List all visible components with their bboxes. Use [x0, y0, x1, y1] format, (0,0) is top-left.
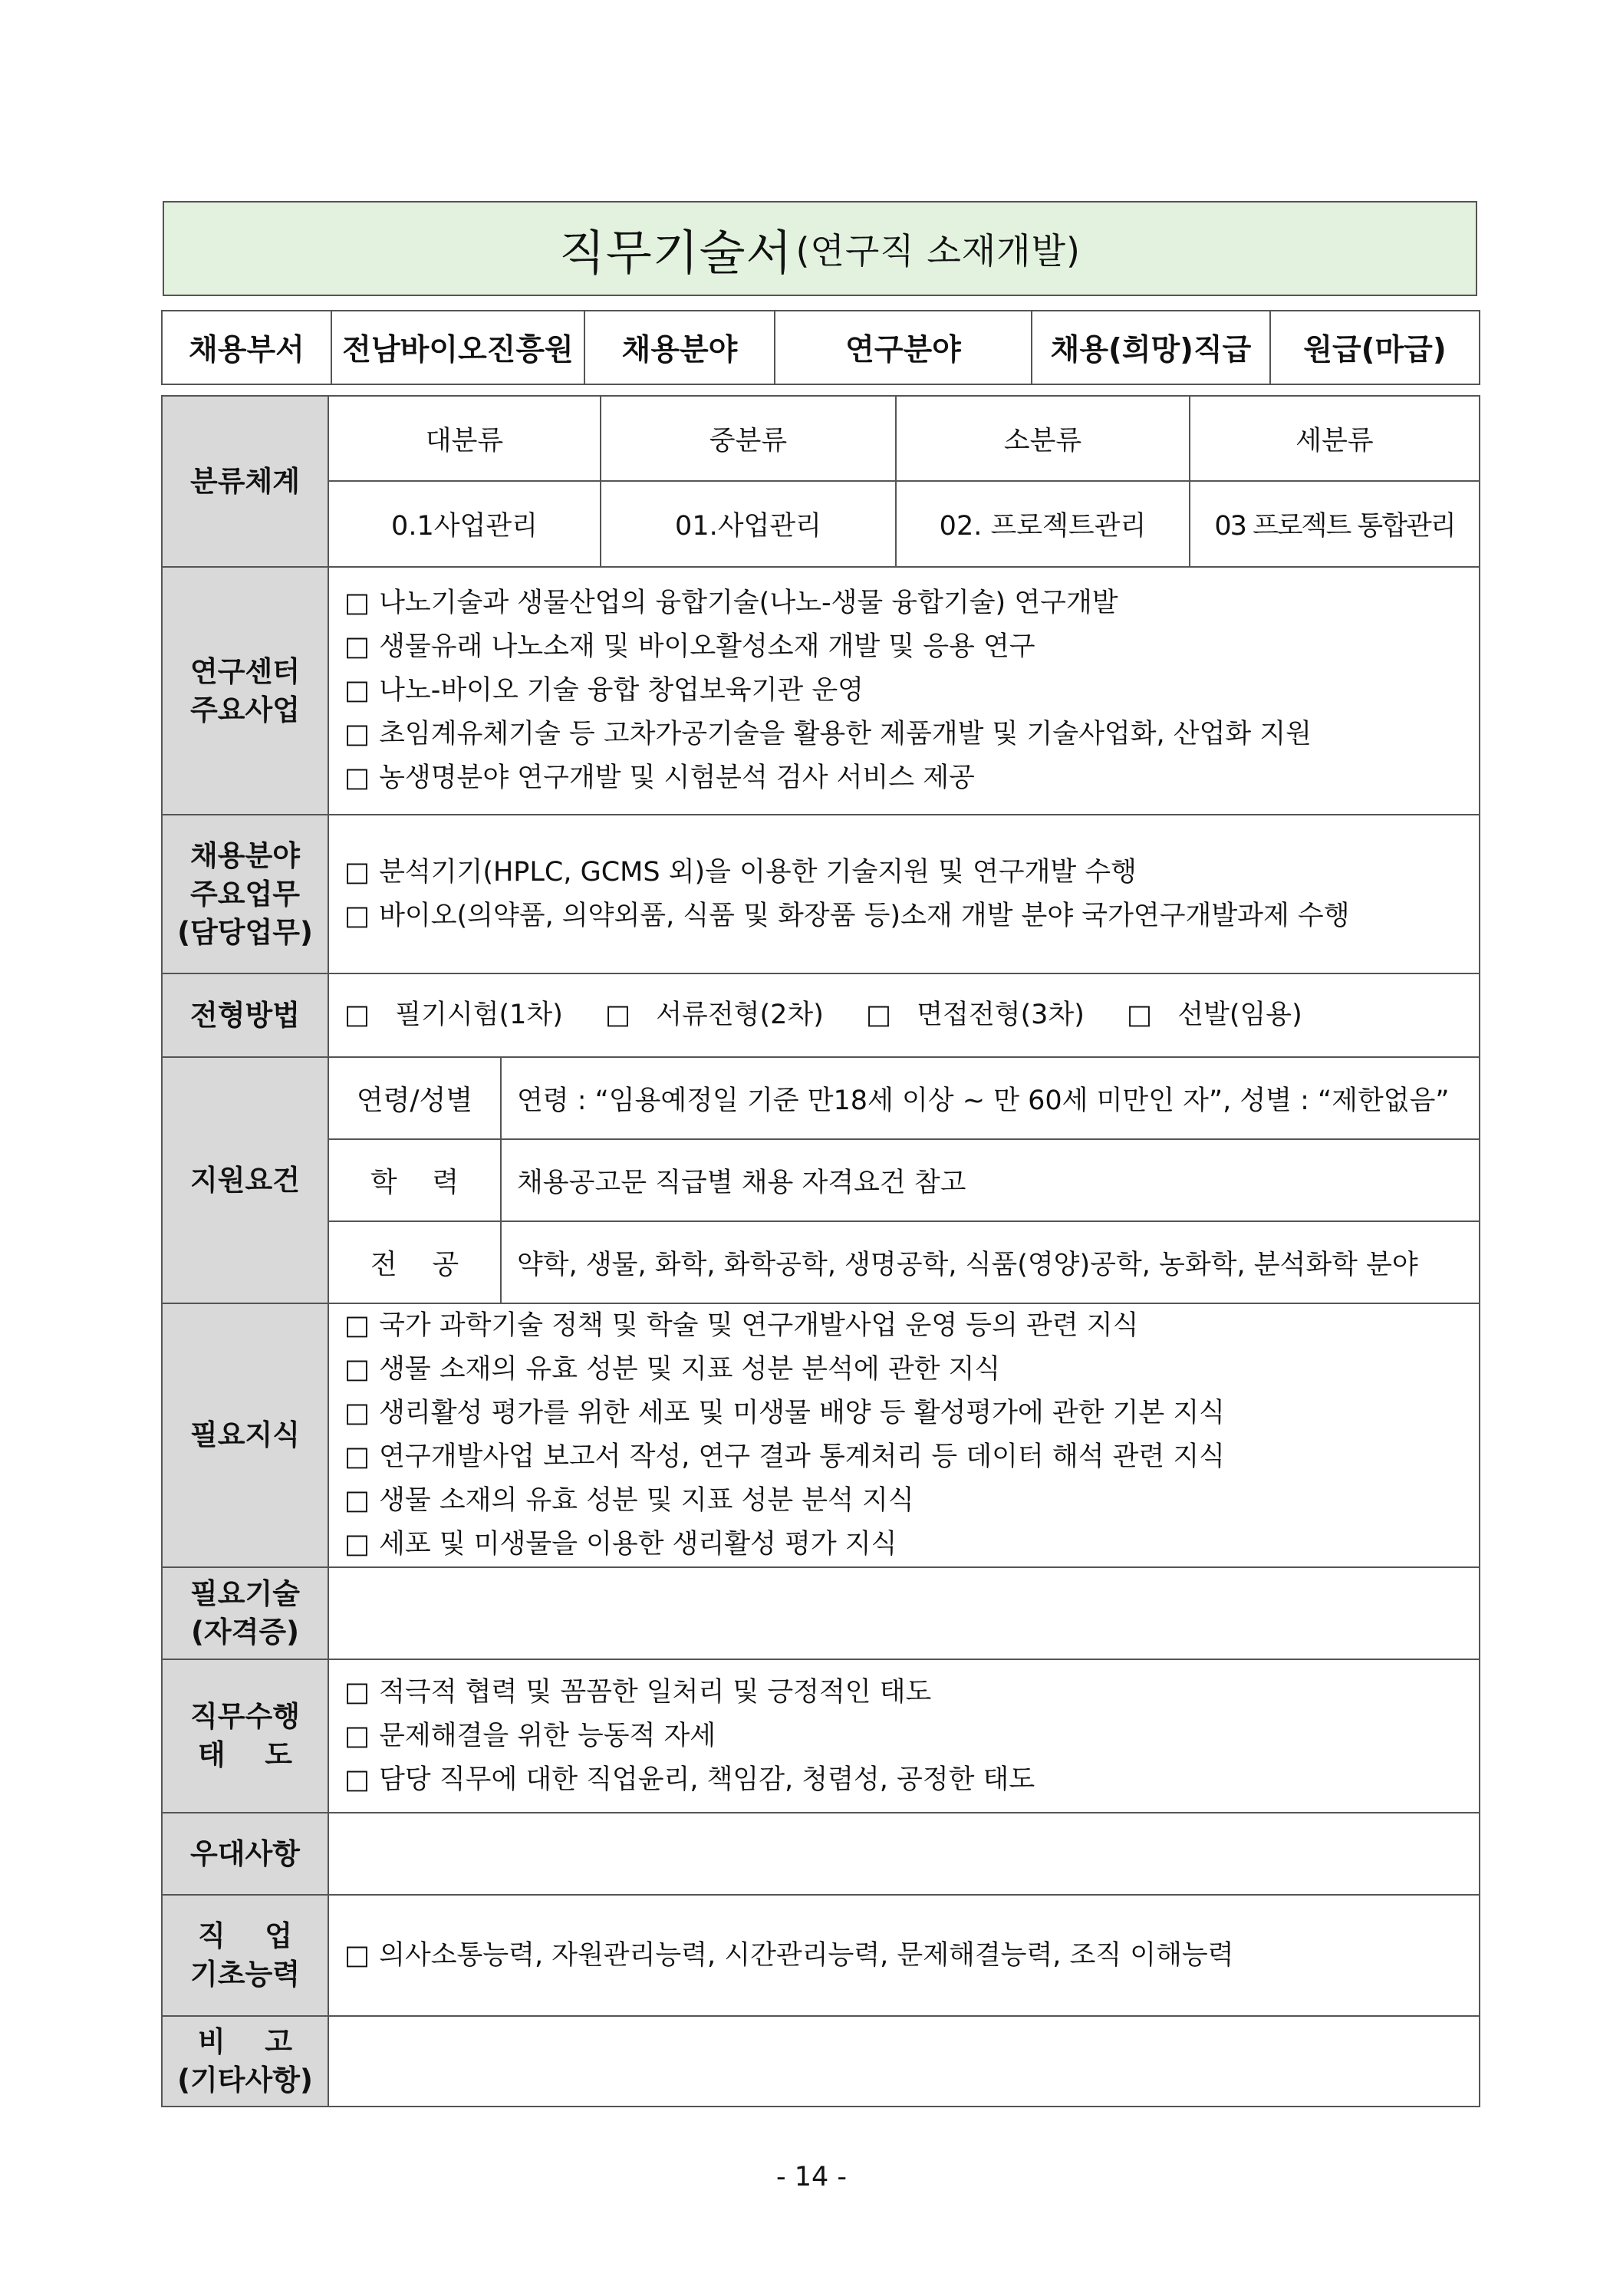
- checkbox-icon: □: [344, 1720, 370, 1751]
- preference-row: [162, 1813, 1480, 1895]
- requirement-row: [162, 1139, 1480, 1221]
- checkbox-icon: □: [344, 856, 370, 888]
- checkbox-icon: □: [344, 588, 370, 618]
- remarks-content: [328, 2016, 1480, 2107]
- list-item: □ 생리활성 평가를 위한 세포 및 미생물 배양 등 활성평가에 관한 기본 지식: [344, 1398, 1225, 1428]
- center-business-row: [162, 567, 1480, 815]
- classification-header: 세분류: [1190, 396, 1480, 481]
- requirement-value: 약학, 생물, 화학, 화학공학, 생명공학, 식품(영양)공학, 농화학, 분석화학 분야: [501, 1221, 1480, 1303]
- checkbox-icon: □: [344, 1000, 370, 1030]
- checkbox-icon: □: [344, 719, 370, 749]
- knowledge-label: 필요지식: [162, 1303, 328, 1567]
- field-duties-label: [162, 815, 328, 973]
- list-item: □ 분석기기(HPLC, GCMS 외)을 이용한 기술지원 및 연구개발 수행: [344, 856, 1137, 888]
- checkbox-icon: □: [344, 1398, 370, 1428]
- list-item: □ 국가 과학기술 정책 및 학술 및 연구개발사업 운영 등의 관련 지식: [344, 1310, 1139, 1341]
- page-number: - 14 -: [775, 2162, 848, 2192]
- hiring-info-table: [161, 310, 1480, 385]
- selection-item: □ 서류전형(2차): [605, 1000, 824, 1030]
- basic-ability-label: [162, 1895, 328, 2016]
- list-item: □ 초임계유체기술 등 고차가공기술을 활용한 제품개발 및 기술사업화, 산업화 지원: [344, 719, 1312, 749]
- label-line: 기초능력: [190, 1958, 300, 1991]
- requirement-value: 채용공고문 직급별 채용 자격요건 참고: [501, 1139, 1480, 1221]
- checkbox-icon: □: [344, 1676, 370, 1708]
- list-item: □ 의사소통능력, 자원관리능력, 시간관리능력, 문제해결능력, 조직 이해능력: [344, 1939, 1234, 1971]
- requirement-label: 연령/성별: [328, 1057, 501, 1139]
- dept-label: 채용부서: [162, 311, 331, 384]
- checkbox-icon: □: [605, 1000, 631, 1030]
- classification-header: 대분류: [328, 396, 601, 481]
- remarks-label: [162, 2016, 328, 2107]
- requirement-row: [162, 1057, 1480, 1139]
- label-line: 주요사업: [190, 693, 300, 726]
- checkbox-icon: □: [866, 1000, 892, 1030]
- classification-value: 03 프로젝트 통합관리: [1190, 481, 1480, 567]
- label-line: 채용분야: [190, 838, 300, 872]
- selection-label: 전형방법: [162, 973, 328, 1057]
- selection-item: □ 면접전형(3차): [866, 1000, 1085, 1030]
- checkbox-icon: □: [344, 1310, 370, 1341]
- list-item: □ 나노-바이오 기술 융합 창업보육기관 운영: [344, 675, 864, 706]
- requirement-label: 학 력: [328, 1139, 501, 1221]
- selection-item: □ 선발(임용): [1127, 1000, 1302, 1030]
- center-business-content: [328, 567, 1480, 815]
- preference-content: [328, 1813, 1480, 1895]
- list-item: □ 생물 소재의 유효 성분 및 지표 성분 분석에 관한 지식: [344, 1354, 1001, 1385]
- basic-ability-content: [328, 1895, 1480, 2016]
- classification-value: 02. 프로젝트관리: [896, 481, 1190, 567]
- list-item: □ 생물유래 나노소재 및 바이오활성소재 개발 및 응용 연구: [344, 631, 1035, 662]
- checkbox-icon: □: [344, 1485, 370, 1516]
- grade-value: 원급(마급): [1270, 311, 1480, 384]
- classification-header-row: [162, 396, 1480, 481]
- field-label: 채용분야: [584, 311, 775, 384]
- label-line: 태 도: [197, 1738, 292, 1771]
- knowledge-row: [162, 1303, 1480, 1567]
- checkbox-icon: □: [344, 675, 370, 706]
- label-line: 비 고: [197, 2025, 292, 2058]
- checkbox-icon: □: [344, 631, 370, 662]
- checkbox-icon: □: [344, 763, 370, 793]
- label-line: 필요기술: [190, 1577, 300, 1610]
- selection-item: □ 필기시험(1차): [344, 1000, 563, 1030]
- requirement-row: [162, 1221, 1480, 1303]
- grade-label: 채용(희망)직급: [1032, 311, 1270, 384]
- label-line: (담당업무): [177, 915, 313, 949]
- classification-header: 소분류: [896, 396, 1190, 481]
- list-item: □ 적극적 협력 및 꼼꼼한 일처리 및 긍정적인 태도: [344, 1676, 932, 1708]
- classification-header: 중분류: [601, 396, 896, 481]
- label-line: 연구센터: [190, 654, 300, 688]
- field-duties-row: [162, 815, 1480, 973]
- classification-label: 분류체계: [162, 396, 328, 567]
- checkbox-icon: □: [344, 1764, 370, 1795]
- skills-row: [162, 1567, 1480, 1659]
- label-line: 주요업무: [190, 877, 300, 911]
- field-value: 연구분야: [775, 311, 1032, 384]
- classification-value: 01.사업관리: [601, 481, 896, 567]
- checkbox-icon: □: [344, 1939, 370, 1971]
- skills-content: [328, 1567, 1480, 1659]
- classification-value: 0.1사업관리: [328, 481, 601, 567]
- field-duties-content: [328, 815, 1480, 973]
- basic-ability-row: [162, 1895, 1480, 2016]
- requirements-label: 지원요건: [162, 1057, 328, 1303]
- checkbox-icon: □: [344, 1441, 370, 1472]
- requirement-value: 연령 : “임용예정일 기준 만18세 이상 ~ 만 60세 미만인 자”, 성별 : “제한없음”: [501, 1057, 1480, 1139]
- skills-label: [162, 1567, 328, 1659]
- center-business-label: [162, 567, 328, 815]
- checkbox-icon: □: [344, 1354, 370, 1385]
- list-item: □ 담당 직무에 대한 직업윤리, 책임감, 청렴성, 공정한 태도: [344, 1764, 1035, 1795]
- list-item: □ 나노기술과 생물산업의 융합기술(나노-생물 융합기술) 연구개발: [344, 588, 1118, 618]
- list-item: □ 바이오(의약품, 의약외품, 식품 및 화장품 등)소재 개발 분야 국가연구개발과제 수행: [344, 900, 1350, 931]
- dept-value: 전남바이오진흥원: [331, 311, 584, 384]
- checkbox-icon: □: [344, 900, 370, 931]
- list-item: □ 문제해결을 위한 능동적 자세: [344, 1720, 716, 1751]
- remarks-row: [162, 2016, 1480, 2107]
- selection-content: [328, 973, 1480, 1057]
- list-item: □ 세포 및 미생물을 이용한 생리활성 평가 지식: [344, 1529, 897, 1560]
- title-sub: (연구직 소재개발): [795, 230, 1081, 272]
- list-item: □ 생물 소재의 유효 성분 및 지표 성분 분석 지식: [344, 1485, 914, 1516]
- label-line: (자격증): [190, 1616, 300, 1649]
- document-title: [163, 201, 1477, 296]
- label-line: 직 업: [197, 1919, 292, 1952]
- checkbox-icon: □: [344, 1529, 370, 1560]
- label-line: (기타사항): [177, 2064, 313, 2097]
- selection-row: [162, 973, 1480, 1057]
- preference-label: 우대사항: [162, 1813, 328, 1895]
- list-item: □ 농생명분야 연구개발 및 시험분석 검사 서비스 제공: [344, 763, 975, 793]
- requirement-label: 전 공: [328, 1221, 501, 1303]
- job-description-table: [161, 395, 1480, 2107]
- title-main: 직무기술서: [558, 224, 793, 281]
- attitude-content: [328, 1659, 1480, 1813]
- attitude-row: [162, 1659, 1480, 1813]
- attitude-label: [162, 1659, 328, 1813]
- classification-value-row: [162, 481, 1480, 567]
- checkbox-icon: □: [1127, 1000, 1153, 1030]
- knowledge-content: [328, 1303, 1480, 1567]
- list-item: □ 연구개발사업 보고서 작성, 연구 결과 통계처리 등 데이터 해석 관련 지식: [344, 1441, 1225, 1472]
- label-line: 직무수행: [190, 1700, 300, 1733]
